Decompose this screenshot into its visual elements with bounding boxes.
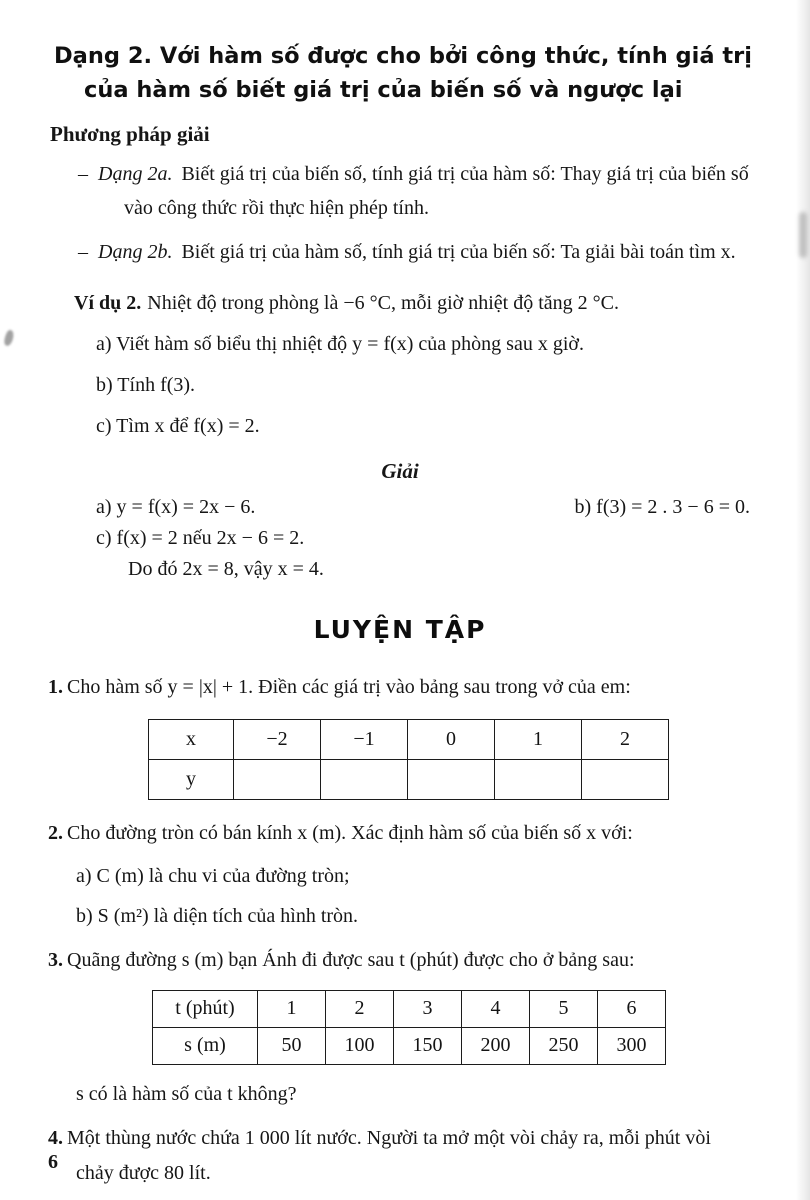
- scan-edge-shadow: [796, 0, 810, 1200]
- table-cell: −2: [234, 719, 321, 759]
- method-item-2a: [78, 157, 752, 226]
- table-cell: 0: [408, 719, 495, 759]
- exercise-3-question: s có là hàm số của t không?: [76, 1082, 297, 1105]
- exercise-3: [48, 943, 752, 978]
- table-cell: 50: [258, 1027, 326, 1064]
- scan-artifact: [3, 329, 16, 347]
- table-cell: 2: [582, 719, 669, 759]
- exercise-text: Cho hàm số y = |x| + 1. Điền các giá trị vào bảng sau trong vở của em:: [67, 675, 631, 698]
- page-number: 6: [48, 1151, 58, 1173]
- table-cell: 3: [394, 990, 462, 1027]
- table-row: [149, 719, 669, 759]
- solution-title: Giải: [381, 458, 419, 483]
- solution-row: [96, 496, 752, 519]
- dash-marker: –: [78, 241, 88, 264]
- method-item-label: Dạng 2b.: [98, 241, 173, 264]
- exercise-number: 2.: [48, 821, 63, 844]
- table-row: [153, 1027, 666, 1064]
- table-cell: [321, 759, 408, 799]
- exercise-text: Cho đường tròn có bán kính x (m). Xác định hàm số của biến số x với:: [67, 821, 633, 844]
- exercise-text: Quãng đường s (m) bạn Ánh đi được sau t (phút) được cho ở bảng sau:: [67, 948, 635, 971]
- example-part-b: b) Tính f(3).: [96, 373, 196, 396]
- table-cell: x: [149, 719, 234, 759]
- exercise-2: [48, 816, 752, 851]
- table-cell: 4: [462, 990, 530, 1027]
- table-cell: [495, 759, 582, 799]
- table-row: [153, 990, 666, 1027]
- exercise-number: 1.: [48, 675, 63, 698]
- table-cell: 2: [326, 990, 394, 1027]
- section-heading: Dạng 2. Với hàm số được cho bởi công thức, tính giá trị của hàm số biết giá trị của biến số và ngược lại: [54, 43, 752, 103]
- exercise-2a: a) C (m) là chu vi của đường tròn;: [76, 864, 350, 887]
- table-cell: [408, 759, 495, 799]
- table-cell: 300: [598, 1027, 666, 1064]
- table-cell: 200: [462, 1027, 530, 1064]
- method-item-text: Biết giá trị của biến số, tính giá trị của hàm số: Thay giá trị của biến số vào công thức rồi thực hiện phép tính.: [124, 162, 749, 219]
- method-title: Phương pháp giải: [50, 121, 210, 146]
- table-cell: s (m): [153, 1027, 258, 1064]
- table-cell: 1: [258, 990, 326, 1027]
- example-paragraph: [74, 286, 752, 320]
- solution-line-b: b) f(3) = 2 . 3 − 6 = 0.: [574, 495, 750, 518]
- table-cell: t (phút): [153, 990, 258, 1027]
- exercise-2b: b) S (m²) là diện tích của hình tròn.: [76, 904, 359, 927]
- method-item-2b: [78, 235, 752, 269]
- example-text: Nhiệt độ trong phòng là −6 °C, mỗi giờ nhiệt độ tăng 2 °C.: [147, 291, 619, 314]
- example-part-c: c) Tìm x để f(x) = 2.: [96, 414, 260, 437]
- table-cell: y: [149, 759, 234, 799]
- scan-smudge: [799, 212, 807, 258]
- solution-line-a: a) y = f(x) = 2x − 6.: [96, 495, 256, 518]
- table-distance-time: [152, 990, 666, 1065]
- exercise-number: 3.: [48, 948, 63, 971]
- table-cell: 250: [530, 1027, 598, 1064]
- table-cell: 6: [598, 990, 666, 1027]
- exercise-4: [48, 1121, 752, 1191]
- exercise-number: 4.: [48, 1126, 63, 1149]
- table-cell: [582, 759, 669, 799]
- dash-marker: –: [78, 162, 88, 185]
- solution-line-c: c) f(x) = 2 nếu 2x − 6 = 2.: [96, 526, 305, 549]
- practice-section-title: LUYỆN TẬP: [313, 614, 487, 644]
- table-cell: −1: [321, 719, 408, 759]
- table-cell: 100: [326, 1027, 394, 1064]
- example-part-a: a) Viết hàm số biểu thị nhiệt độ y = f(x) của phòng sau x giờ.: [96, 332, 584, 355]
- table-row: [149, 759, 669, 799]
- solution-line-d: Do đó 2x = 8, vậy x = 4.: [128, 557, 324, 580]
- example-label: Ví dụ 2.: [74, 291, 142, 314]
- table-function-values: [148, 719, 669, 800]
- method-item-label: Dạng 2a.: [98, 162, 173, 185]
- exercise-text: Một thùng nước chứa 1 000 lít nước. Người ta mở một vòi chảy ra, mỗi phút vòi chảy được 80 lít.: [67, 1126, 711, 1184]
- table-cell: 5: [530, 990, 598, 1027]
- exercise-1: [48, 670, 752, 705]
- table-cell: 150: [394, 1027, 462, 1064]
- method-item-text: Biết giá trị của hàm số, tính giá trị của biến số: Ta giải bài toán tìm x.: [181, 241, 736, 264]
- table-cell: 1: [495, 719, 582, 759]
- table-cell: [234, 759, 321, 799]
